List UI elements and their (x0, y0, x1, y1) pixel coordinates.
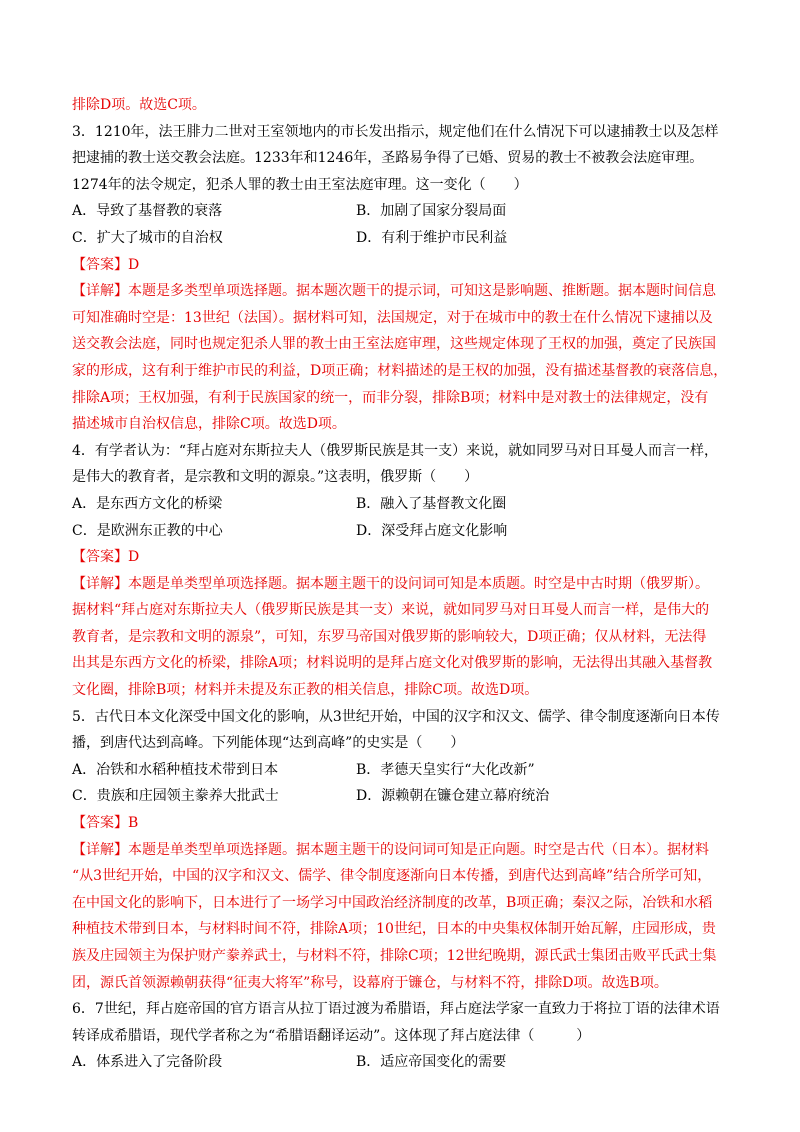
explanation-line: 教育者，是宗教和文明的源泉”，可知，东罗马帝国对俄罗斯的影响较大，D项正确；仅从材料，无法得 (72, 628, 707, 645)
explanation-line: 据材料“拜占庭对东斯拉夫人（俄罗斯民族是其一支）来说，就如同罗马对日耳曼人而言一样，是伟大的 (72, 602, 710, 619)
question-stem-line: 是伟大的教育者，是宗教和文明的源泉。”这表明，俄罗斯（ ） (72, 469, 479, 486)
option-row (72, 225, 732, 252)
answer-label: 【答案】D (72, 549, 140, 566)
question-stem-line: 把逮捕的教士送交教会法庭。1233年和1246年，圣路易争得了已婚、贸易的教士不被教会法庭审理。 (72, 150, 704, 167)
question-stem-line: 转译成希腊语，现代学者称之为“希腊语翻译运动”。这体现了拜占庭法律（ ） (72, 1027, 591, 1044)
option-b: B．孝德天皇实行“大化改新” (356, 761, 535, 778)
explanation-line: “从3世纪开始，中国的汉字和汉文、儒学、律令制度逐渐向日本传播，到唐代达到高峰”结合所学可知， (72, 868, 712, 885)
question-stem-line: 1274年的法令规定，犯杀人罪的教士由王室法庭审理。这一变化（ ） (72, 176, 528, 193)
option-a: A．体系进入了完备阶段 (72, 1054, 223, 1071)
option-row (72, 1049, 732, 1076)
explanation-line: 出其是东西方文化的桥梁，排除A项；材料说明的是拜占庭文化对俄罗斯的影响，无法得出其融入基督教 (72, 655, 713, 672)
option-row (72, 757, 732, 784)
explanation-line: 族及庄园领主为保护财产豢养武士，与材料不符，排除C项；12世纪晚期，源氏武士集团击败平氏武士集 (72, 948, 717, 964)
question-5 (72, 704, 732, 997)
option-d: D．源赖朝在镰仓建立幕府统治 (356, 788, 550, 805)
question-stem-line: 6．7世纪，拜占庭帝国的官方语言从拉丁语过渡为希腊语，拜占庭法学家一直致力于将拉丁语的法律术语 (72, 1001, 720, 1018)
explanation-line: 送交教会法庭，同时也规定犯杀人罪的教士由王室法庭审理，这些规定体现了王权的加强，奠定了民族国 (72, 336, 716, 353)
explanation-line: 在中国文化的影响下，日本进行了一场学习中国政治经济制度的改革，B项正确；秦汉之际，冶铁和水稻 (72, 894, 713, 911)
option-a: A．导致了基督教的衰落 (72, 203, 223, 220)
option-c: C．贵族和庄园领主豢养大批武士 (72, 788, 279, 805)
explanation-line: 描述城市自治权信息，排除C项。故选D项。 (72, 416, 346, 433)
option-b: B．加剧了国家分裂局面 (356, 203, 507, 220)
explanation-line: 家的形成，这有利于维护市民的利益，D项正确；材料描述的是王权的加强，没有描述基督教的衰落信息， (72, 362, 728, 379)
question-3 (72, 119, 732, 438)
document-page (72, 92, 732, 1076)
question-4 (72, 438, 732, 704)
option-d: D．深受拜占庭文化影响 (356, 522, 508, 539)
option-row (72, 491, 732, 518)
option-row (72, 783, 732, 810)
answer-label: 【答案】D (72, 256, 140, 273)
previous-explanation-tail: 排除D项。故选C项。 (72, 97, 206, 113)
question-stem-line: 5．古代日本文化深受中国文化的影响，从3世纪开始，中国的汉字和汉文、儒学、律令制度逐渐向日本传 (72, 708, 720, 725)
question-stem-line: 3．1210年，法王腓力二世对王室领地内的市长发出指示，规定他们在什么情况下可以逮捕教士以及怎样 (72, 123, 719, 140)
option-d: D．有利于维护市民利益 (356, 229, 508, 246)
question-stem-line: 播，到唐代达到高峰。下列能体现“达到高峰”的史实是（ ） (72, 735, 465, 752)
explanation-line: 可知准确时空是：13世纪（法国）。据材料可知，法国规定，对于在城市中的教士在什么情况下逮捕以及 (72, 309, 713, 326)
question-stem-line: 4．有学者认为：“拜占庭对东斯拉夫人（俄罗斯民族是其一支）来说，就如同罗马对日耳曼人而言一样， (72, 442, 719, 459)
option-b: B．适应帝国变化的需要 (356, 1054, 507, 1071)
explanation-line: 【详解】本题是单类型单项选择题。据本题主题干的设问词可知是正向题。时空是古代（日本）。据材料 (72, 841, 709, 858)
option-a: A．冶铁和水稻种植技术带到日本 (72, 761, 279, 778)
answer-label: 【答案】B (72, 815, 139, 832)
explanation-line: 团，源氏首领源赖朝获得“征夷大将军”称号，设幕府于镰仓，与材料不符，排除D项。故选B项。 (72, 974, 668, 991)
explanation-line: 【详解】本题是多类型单项选择题。据本题次题干的提示词，可知这是影响题、推断题。据本题时间信息 (72, 283, 716, 300)
option-a: A．是东西方文化的桥梁 (72, 495, 223, 512)
option-row (72, 518, 732, 545)
explanation-line: 【详解】本题是单类型单项选择题。据本题主题干的设问词可知是本质题。时空是中古时期（俄罗斯）。 (72, 575, 709, 592)
option-row (72, 198, 732, 225)
question-6 (72, 996, 732, 1076)
explanation-line: 种植技术带到日本，与材料时间不符，排除A项；10世纪，日本的中央集权体制开始瓦解，庄园形成，贵 (72, 921, 716, 938)
option-c: C．扩大了城市的自治权 (72, 229, 223, 246)
option-b: B．融入了基督教文化圈 (356, 495, 507, 512)
option-c: C．是欧洲东正教的中心 (72, 522, 223, 539)
explanation-line: 文化圈，排除B项；材料并未提及东正教的相关信息，排除C项。故选D项。 (72, 682, 539, 699)
explanation-line: 排除A项；王权加强，有利于民族国家的统一，而非分裂，排除B项；材料中是对教士的法律规定，没有 (72, 389, 709, 406)
